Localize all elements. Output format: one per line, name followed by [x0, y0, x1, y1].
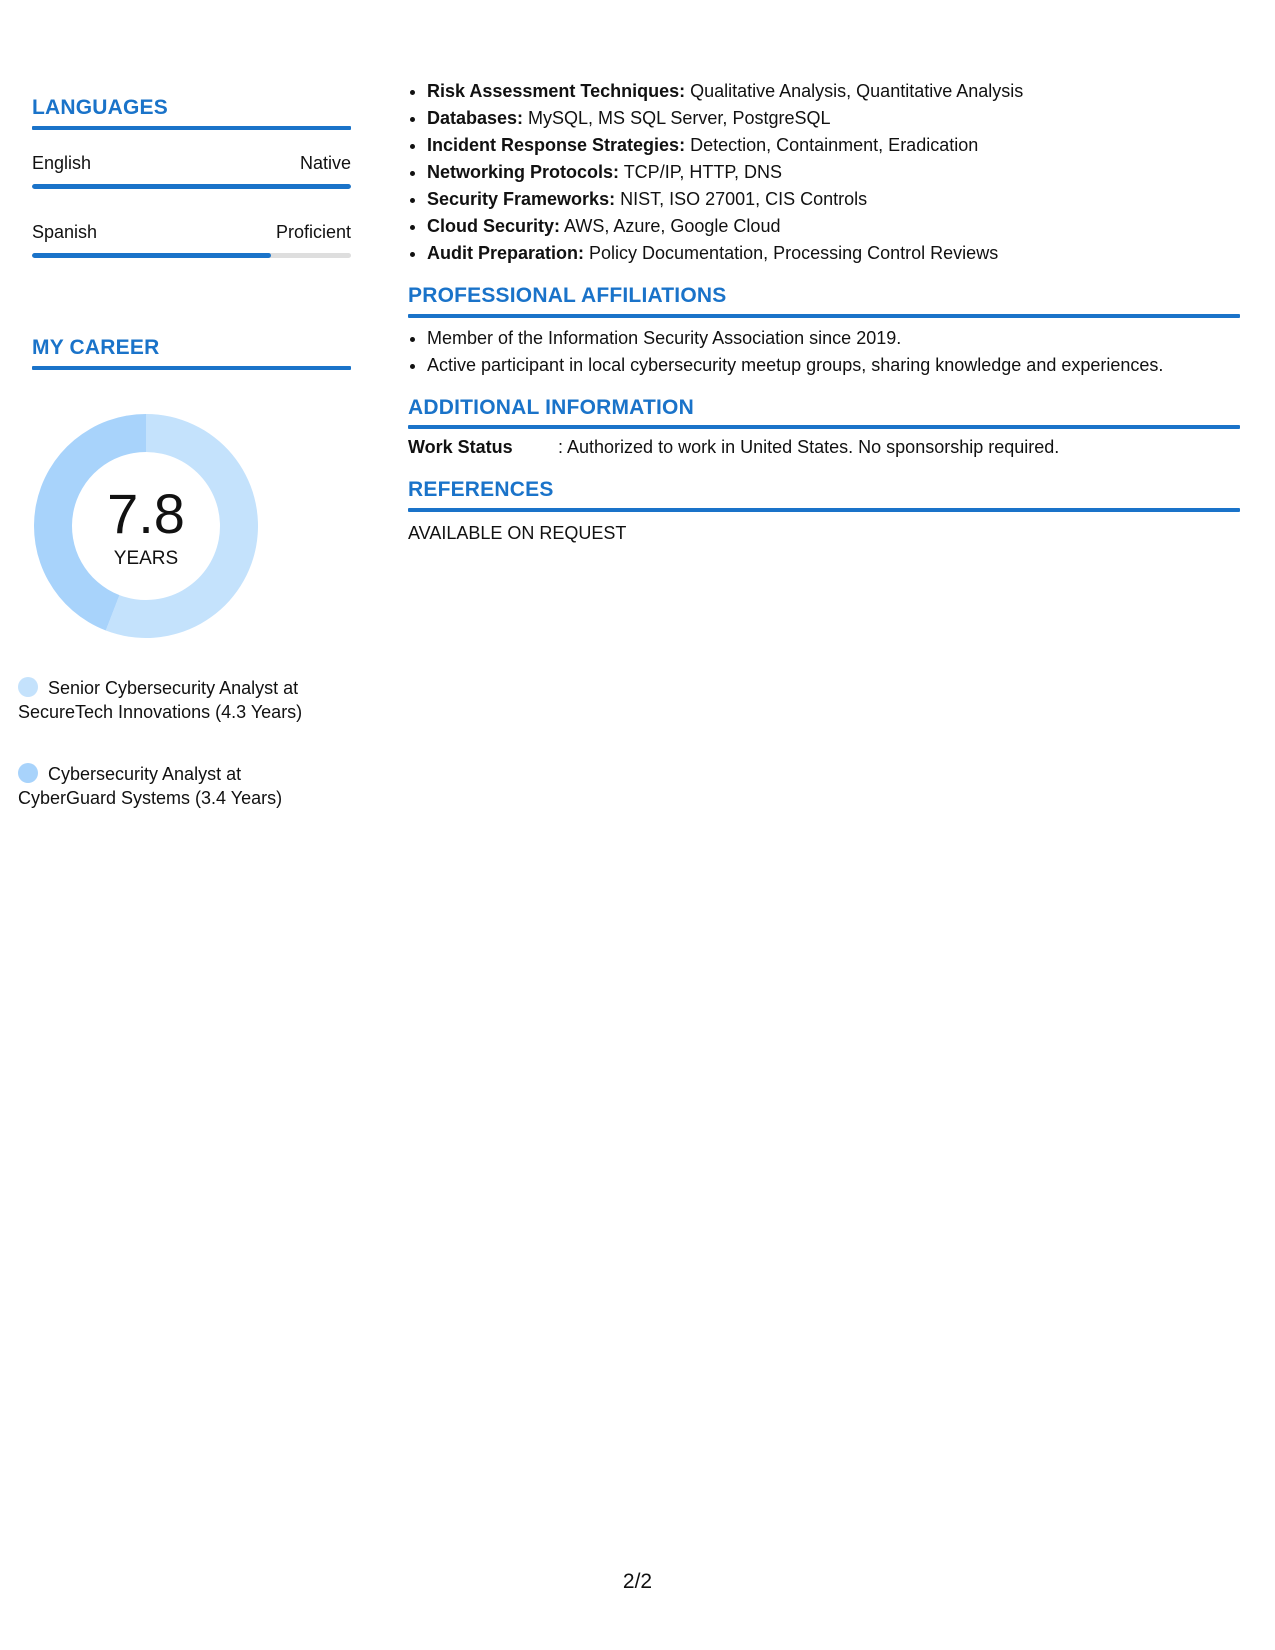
skill-item: [427, 213, 1259, 240]
page-number: 2/2: [622, 1570, 653, 1593]
career-donut-center: [34, 414, 258, 638]
affiliations-list: [408, 325, 1259, 379]
skill-label: Cloud Security:: [427, 216, 561, 236]
affiliations-heading: PROFESSIONAL AFFILIATIONS: [408, 284, 727, 307]
skill-value: TCP/IP, HTTP, DNS: [619, 162, 783, 182]
career-total-unit: YEARS: [113, 548, 179, 569]
skill-label: Networking Protocols:: [427, 162, 620, 182]
skill-value: NIST, ISO 27001, CIS Controls: [615, 189, 868, 209]
skill-item: [427, 78, 1259, 105]
language-name: Spanish: [32, 222, 98, 242]
career-heading: MY CAREER: [32, 336, 160, 359]
references-heading: REFERENCES: [408, 478, 554, 501]
references-text: AVAILABLE ON REQUEST: [408, 523, 627, 543]
language-item-spanish: [32, 222, 351, 243]
career-legend-item: [18, 676, 308, 724]
skill-item: [427, 240, 1259, 267]
work-status-row: [408, 437, 1240, 458]
affiliation-item: • Member of the Information Security Association since 2019.: [427, 325, 1259, 352]
languages-heading-rule: [32, 126, 351, 130]
skill-label: Audit Preparation:: [427, 243, 585, 263]
work-status-value: : Authorized to work in United States. No sponsorship required.: [558, 437, 1060, 457]
language-item-english: [32, 153, 351, 174]
skill-value: MySQL, MS SQL Server, PostgreSQL: [523, 108, 831, 128]
skill-item: [427, 159, 1259, 186]
language-level: Proficient: [275, 222, 351, 242]
career-legend-item: [18, 762, 308, 810]
skills-list: [408, 78, 1259, 267]
affiliation-item: • Active participant in local cybersecurity meetup groups, sharing knowledge and experiences.: [427, 352, 1259, 379]
career-total-years: 7.8: [107, 482, 185, 545]
skill-item: [427, 186, 1259, 213]
affiliations-heading-rule: [408, 314, 1240, 318]
language-name: English: [32, 153, 92, 173]
skill-label: Databases:: [427, 108, 524, 128]
language-proficiency-bar-english: [32, 184, 351, 189]
language-level: Native: [299, 153, 351, 173]
skill-item: [427, 132, 1259, 159]
languages-heading: LANGUAGES: [32, 96, 168, 119]
language-proficiency-fill: [32, 253, 271, 258]
legend-swatch: [18, 763, 38, 783]
skill-label: Incident Response Strategies:: [427, 135, 686, 155]
career-heading-rule: [32, 366, 351, 370]
additional-info-heading: ADDITIONAL INFORMATION: [408, 396, 694, 419]
skill-value: AWS, Azure, Google Cloud: [560, 216, 781, 236]
skill-item: [427, 105, 1259, 132]
references-heading-rule: [408, 508, 1240, 512]
skill-value: Policy Documentation, Processing Control Reviews: [584, 243, 999, 263]
skill-label: Security Frameworks:: [427, 189, 616, 209]
language-proficiency-fill: [32, 184, 351, 189]
legend-swatch: [18, 677, 38, 697]
skill-value: Qualitative Analysis, Quantitative Analysis: [685, 81, 1024, 101]
skill-label: Risk Assessment Techniques:: [427, 81, 686, 101]
work-status-label: Work Status: [408, 437, 513, 457]
skill-value: Detection, Containment, Eradication: [685, 135, 979, 155]
language-proficiency-bar-spanish: [32, 253, 351, 258]
legend-label: Senior Cybersecurity Analyst at SecureTech Innovations (4.3 Years): [18, 678, 303, 722]
additional-info-heading-rule: [408, 425, 1240, 429]
legend-label: Cybersecurity Analyst at CyberGuard Systems (3.4 Years): [18, 764, 283, 808]
